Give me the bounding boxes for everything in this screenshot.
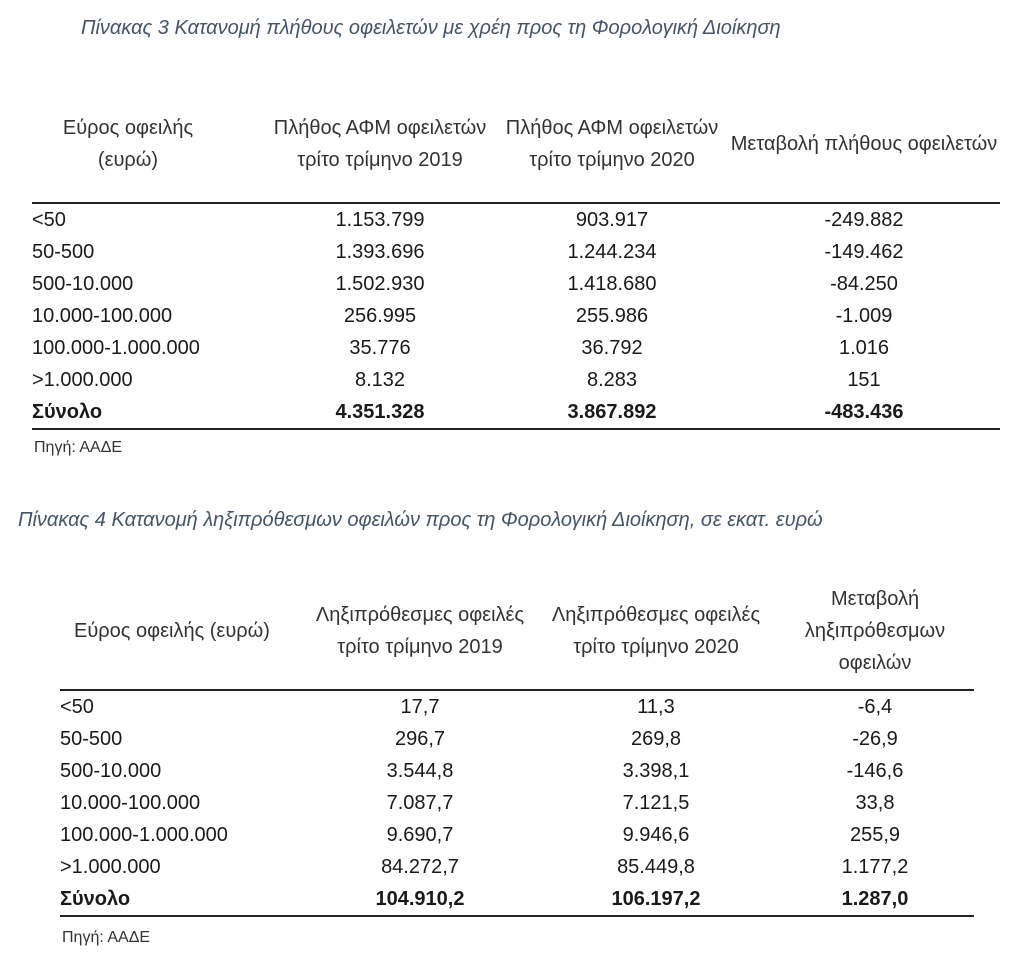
cell-2020: 1.244.234 [567,241,657,263]
cell-2020: 9.946,6 [622,824,690,846]
table-row [60,690,974,723]
cell-2020: 255.986 [575,305,649,327]
row-label: >1.000.000 [32,369,133,391]
cell-change: 1.016 [838,337,890,359]
total-2020: 106.197,2 [536,883,776,916]
table-3-header-2019: Πλήθος ΑΦΜ οφειλετών τρίτο τρίμηνο 2019 [273,117,487,171]
cell-2020: 36.792 [581,337,643,359]
total-2020: 3.867.892 [496,396,728,429]
cell-2019: 1.393.696 [335,241,425,263]
cell-2019: 17,7 [400,696,440,718]
table-row [32,268,1000,300]
table-3-header-row [32,86,1000,203]
cell-2019: 35.776 [349,337,411,359]
row-label: <50 [60,696,94,718]
table-3 [32,86,1000,430]
row-label: 50-500 [60,728,123,750]
row-label: 100.000-1.000.000 [32,337,200,359]
cell-2019: 256.995 [343,305,417,327]
table-row [60,819,974,851]
cell-2019: 1.153.799 [335,209,425,231]
cell-change: -1.009 [835,305,893,327]
cell-2019: 8.132 [354,369,406,391]
cell-change: 1.177,2 [841,856,909,878]
table-4-header-change: Μεταβολή ληξιπρόθεσμων οφειλών [804,588,946,674]
cell-2020: 85.449,8 [617,856,695,878]
table-row [60,787,974,819]
table-total-row [32,396,1000,429]
cell-change: -26,9 [852,728,898,750]
cell-2019: 9.690,7 [386,824,454,846]
total-label: Σύνολο [32,396,264,429]
table-4 [60,573,974,917]
total-label: Σύνολο [60,883,304,916]
row-label: 500-10.000 [32,273,134,295]
row-label: >1.000.000 [60,856,161,878]
table-4-header-row [60,573,974,690]
cell-2019: 1.502.930 [335,273,425,295]
table-3-header-2020: Πλήθος ΑΦΜ οφειλετών τρίτο τρίμηνο 2020 [505,117,719,171]
cell-change: -249.882 [824,209,904,231]
table-row [32,332,1000,364]
table-4-caption: Πίνακας 4 Κατανομή ληξιπρόθεσμων οφειλών προς τη Φορολογική Διοίκηση, σε εκατ. ευρώ [18,509,823,531]
cell-2019: 296,7 [394,728,446,750]
table-3-header-range: Εύρος οφειλής (ευρώ) [62,117,194,171]
table-4-source: Πηγή: ΑΑΔΕ [62,929,151,946]
table-row [60,851,974,883]
total-2019: 104.910,2 [304,883,536,916]
table-row [60,755,974,787]
cell-2019: 7.087,7 [386,792,454,814]
table-row [60,723,974,755]
cell-2020: 3.398,1 [622,760,690,782]
cell-change: -149.462 [824,241,904,263]
table-3-caption: Πίνακας 3 Κατανομή πλήθους οφειλετών με χρέη προς τη Φορολογική Διοίκηση [81,17,781,39]
table-4-header-range: Εύρος οφειλής (ευρώ) [74,620,270,642]
table-4-header-2019: Ληξιπρόθεσμες οφειλές τρίτο τρίμηνο 2019 [315,604,525,658]
cell-change: 151 [847,369,881,391]
cell-2020: 903.917 [575,209,649,231]
cell-2019: 84.272,7 [381,856,459,878]
table-row [32,203,1000,236]
total-change: 1.287,0 [776,883,974,916]
row-label: 10.000-100.000 [60,792,201,814]
row-label: 100.000-1.000.000 [60,824,228,846]
table-row [32,300,1000,332]
cell-2019: 3.544,8 [386,760,454,782]
table-row [32,236,1000,268]
table-4-header-2020: Ληξιπρόθεσμες οφειλές τρίτο τρίμηνο 2020 [551,604,761,658]
cell-2020: 8.283 [586,369,638,391]
cell-2020: 11,3 [637,696,675,718]
row-label: 50-500 [32,241,95,263]
cell-change: 255,9 [849,824,901,846]
table-3-header-change: Μεταβολή πλήθους οφειλετών [730,133,998,155]
total-2019: 4.351.328 [264,396,496,429]
cell-2020: 269,8 [630,728,682,750]
total-change: -483.436 [728,396,1000,429]
cell-change: -84.250 [830,273,898,295]
table-total-row [60,883,974,916]
table-row [32,364,1000,396]
table-3-source: Πηγή: ΑΑΔΕ [34,439,123,456]
row-label: 500-10.000 [60,760,162,782]
cell-2020: 7.121,5 [622,792,690,814]
cell-change: -146,6 [846,760,904,782]
row-label: 10.000-100.000 [32,305,173,327]
cell-change: 33,8 [855,792,895,814]
cell-2020: 1.418.680 [567,273,657,295]
cell-change: -6,4 [857,696,893,718]
row-label: <50 [32,209,66,231]
